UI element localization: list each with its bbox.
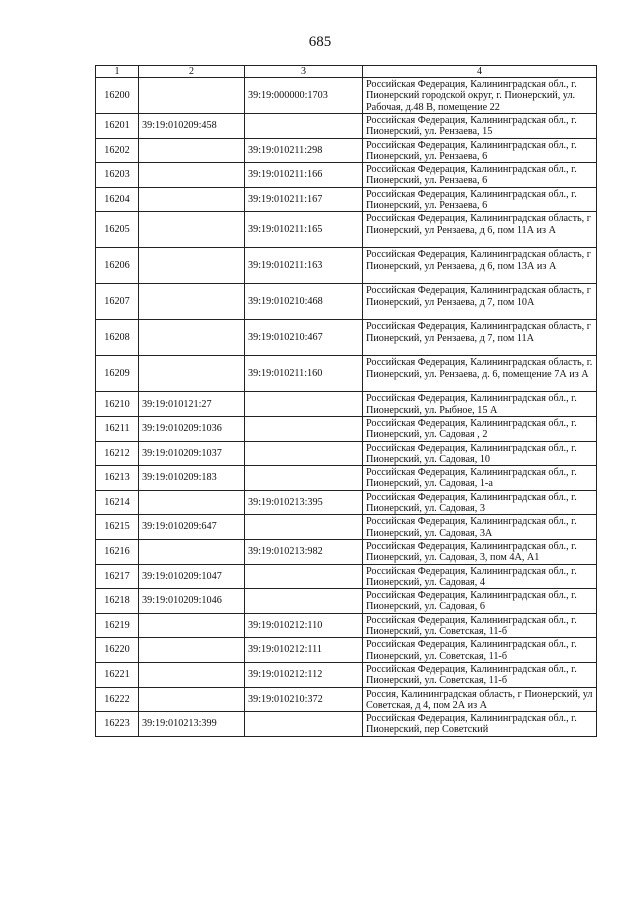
cadastral-number-col3: 39:19:010211:165 [245,212,363,248]
address: Российская Федерация, Калининградская обл., г. Пионерский, ул. Садовая, 3 [363,490,597,515]
cadastral-number-col3: 39:19:010213:395 [245,490,363,515]
address: Российская Федерация, Калининградская обл., г. Пионерский, ул. Садовая, 1-а [363,466,597,491]
header-cell-2: 2 [139,66,245,78]
row-number: 16214 [96,490,139,515]
address: Российская Федерация, Калининградская обл., г. Пионерский, ул. Рыбное, 15 А [363,392,597,417]
address: Российская Федерация, Калининградская обл., г. Пионерский, ул. Рензаева, 15 [363,114,597,139]
address: Российская Федерация, Калининградская обл., г. Пионерский, ул. Советская, 11-б [363,638,597,663]
cadastral-number-col2 [139,284,245,320]
cadastral-number-col3: 39:19:010212:111 [245,638,363,663]
cadastral-number-col3: 39:19:010211:167 [245,187,363,212]
header-cell-3: 3 [245,66,363,78]
row-number: 16211 [96,416,139,441]
row-number: 16205 [96,212,139,248]
table-row [96,356,597,392]
address: Российская Федерация, Калининградская обл., г. Пионерский, пер Советский [363,712,597,737]
cadastral-number-col3: 39:19:010211:160 [245,356,363,392]
address: Российская Федерация, Калининградская обл., г. Пионерский, ул. Советская, 11-б [363,662,597,687]
cadastral-number-col3: 39:19:010211:166 [245,163,363,188]
cadastral-number-col3: 39:19:010212:110 [245,613,363,638]
table-row [96,78,597,114]
cadastral-number-col3: 39:19:010210:467 [245,320,363,356]
cadastral-number-col2 [139,320,245,356]
address: Российская Федерация, Калининградская обл., г. Пионерский, ул. Садовая, 6 [363,589,597,614]
address: Российская Федерация, Калининградская обл., г. Пионерский, ул. Садовая, 3А [363,515,597,540]
cadastral-number-col2 [139,613,245,638]
cadastral-number-col2 [139,662,245,687]
cadastral-number-col3 [245,589,363,614]
cadastral-number-col3 [245,712,363,737]
cadastral-number-col2: 39:19:010209:183 [139,466,245,491]
table-row [96,138,597,163]
table-row [96,248,597,284]
row-number: 16210 [96,392,139,417]
row-number: 16215 [96,515,139,540]
table-row [96,490,597,515]
table-row [96,613,597,638]
table-row [96,441,597,466]
cadastral-number-col3 [245,515,363,540]
row-number: 16200 [96,78,139,114]
row-number: 16201 [96,114,139,139]
address: Россия, Калининградская область, г Пионерский, ул Советская, д 4, пом 2А из А [363,687,597,712]
cadastral-number-col3 [245,441,363,466]
table-row [96,212,597,248]
address: Российская Федерация, Калининградская обл., г. Пионерский, ул. Садовая , 2 [363,416,597,441]
cadastral-number-col3 [245,466,363,491]
cadastral-number-col2 [139,490,245,515]
address: Российская Федерация, Калининградская обл., г. Пионерский, ул. Садовая, 3, пом 4А, А1 [363,539,597,564]
row-number: 16220 [96,638,139,663]
row-number: 16217 [96,564,139,589]
row-number: 16216 [96,539,139,564]
cadastral-number-col2: 39:19:010209:1047 [139,564,245,589]
table-row [96,712,597,737]
page-number: 685 [308,34,332,50]
cadastral-number-col2: 39:19:010209:1046 [139,589,245,614]
table-row [96,662,597,687]
address: Российская Федерация, Калининградская область, г Пионерский, ул Рензаева, д 6, пом 13А из А [363,248,597,284]
address: Российская Федерация, Калининградская обл., г. Пионерский, ул. Советская, 11-б [363,613,597,638]
row-number: 16222 [96,687,139,712]
address: Российская Федерация, Калининградская обл., г. Пионерский, ул. Рензаева, 6 [363,187,597,212]
table-row [96,638,597,663]
address: Российская Федерация, Калининградская обл., г. Пионерский, ул. Садовая, 4 [363,564,597,589]
cadastral-number-col2 [139,78,245,114]
cadastral-number-col3: 39:19:010211:163 [245,248,363,284]
row-number: 16202 [96,138,139,163]
cadastral-number-col2 [139,687,245,712]
cadastral-number-col2 [139,248,245,284]
table-row [96,392,597,417]
row-number: 16207 [96,284,139,320]
table-row [96,466,597,491]
table-row [96,114,597,139]
table-row [96,163,597,188]
row-number: 16212 [96,441,139,466]
cadastral-number-col2: 39:19:010209:1037 [139,441,245,466]
cadastral-number-col2 [139,187,245,212]
row-number: 16209 [96,356,139,392]
cadastral-number-col3 [245,114,363,139]
header-cell-1: 1 [96,66,139,78]
cadastral-number-col3 [245,416,363,441]
row-number: 16204 [96,187,139,212]
table-row [96,320,597,356]
registry-table [95,65,597,737]
cadastral-number-col2 [139,212,245,248]
cadastral-number-col2: 39:19:010121:27 [139,392,245,417]
address: Российская Федерация, Калининградская область, г Пионерский, ул Рензаева, д 7, пом 10А [363,284,597,320]
row-number: 16208 [96,320,139,356]
cadastral-number-col2: 39:19:010209:647 [139,515,245,540]
address: Российская Федерация, Калининградская область, г. Пионерский, ул. Рензаева, д. 6, помещение 7А из А [363,356,597,392]
address: Российская Федерация, Калининградская область, г Пионерский, ул Рензаева, д 6, пом 11А из А [363,212,597,248]
table-row [96,589,597,614]
cadastral-number-col2: 39:19:010209:458 [139,114,245,139]
table-row [96,187,597,212]
cadastral-number-col2 [139,163,245,188]
address: Российская Федерация, Калининградская обл., г. Пионерский, ул. Рензаева, 6 [363,138,597,163]
table-row [96,564,597,589]
row-number: 16213 [96,466,139,491]
address: Российская Федерация, Калининградская область, г Пионерский, ул Рензаева, д 7, пом 11А [363,320,597,356]
table-row [96,416,597,441]
row-number: 16206 [96,248,139,284]
table-row [96,515,597,540]
row-number: 16223 [96,712,139,737]
row-number: 16221 [96,662,139,687]
cadastral-number-col2 [139,539,245,564]
row-number: 16218 [96,589,139,614]
cadastral-number-col3: 39:19:010210:372 [245,687,363,712]
cadastral-number-col2 [139,138,245,163]
address: Российская Федерация, Калининградская обл., г. Пионерский городской округ, г. Пионерский, ул. Рабочая, д.48 В, помещение 22 [363,78,597,114]
cadastral-number-col3 [245,392,363,417]
cadastral-number-col2 [139,638,245,663]
table-row [96,284,597,320]
cadastral-number-col3: 39:19:010213:982 [245,539,363,564]
address: Российская Федерация, Калининградская обл., г. Пионерский, ул. Рензаева, 6 [363,163,597,188]
cadastral-number-col3: 39:19:000000:1703 [245,78,363,114]
row-number: 16219 [96,613,139,638]
cadastral-number-col2: 39:19:010209:1036 [139,416,245,441]
table-row [96,539,597,564]
cadastral-number-col3 [245,564,363,589]
cadastral-number-col2: 39:19:010213:399 [139,712,245,737]
address: Российская Федерация, Калининградская обл., г. Пионерский, ул. Садовая, 10 [363,441,597,466]
header-row [96,66,597,78]
cadastral-number-col3: 39:19:010211:298 [245,138,363,163]
cadastral-number-col3: 39:19:010210:468 [245,284,363,320]
table-row [96,687,597,712]
cadastral-number-col2 [139,356,245,392]
row-number: 16203 [96,163,139,188]
cadastral-number-col3: 39:19:010212:112 [245,662,363,687]
header-cell-4: 4 [363,66,597,78]
